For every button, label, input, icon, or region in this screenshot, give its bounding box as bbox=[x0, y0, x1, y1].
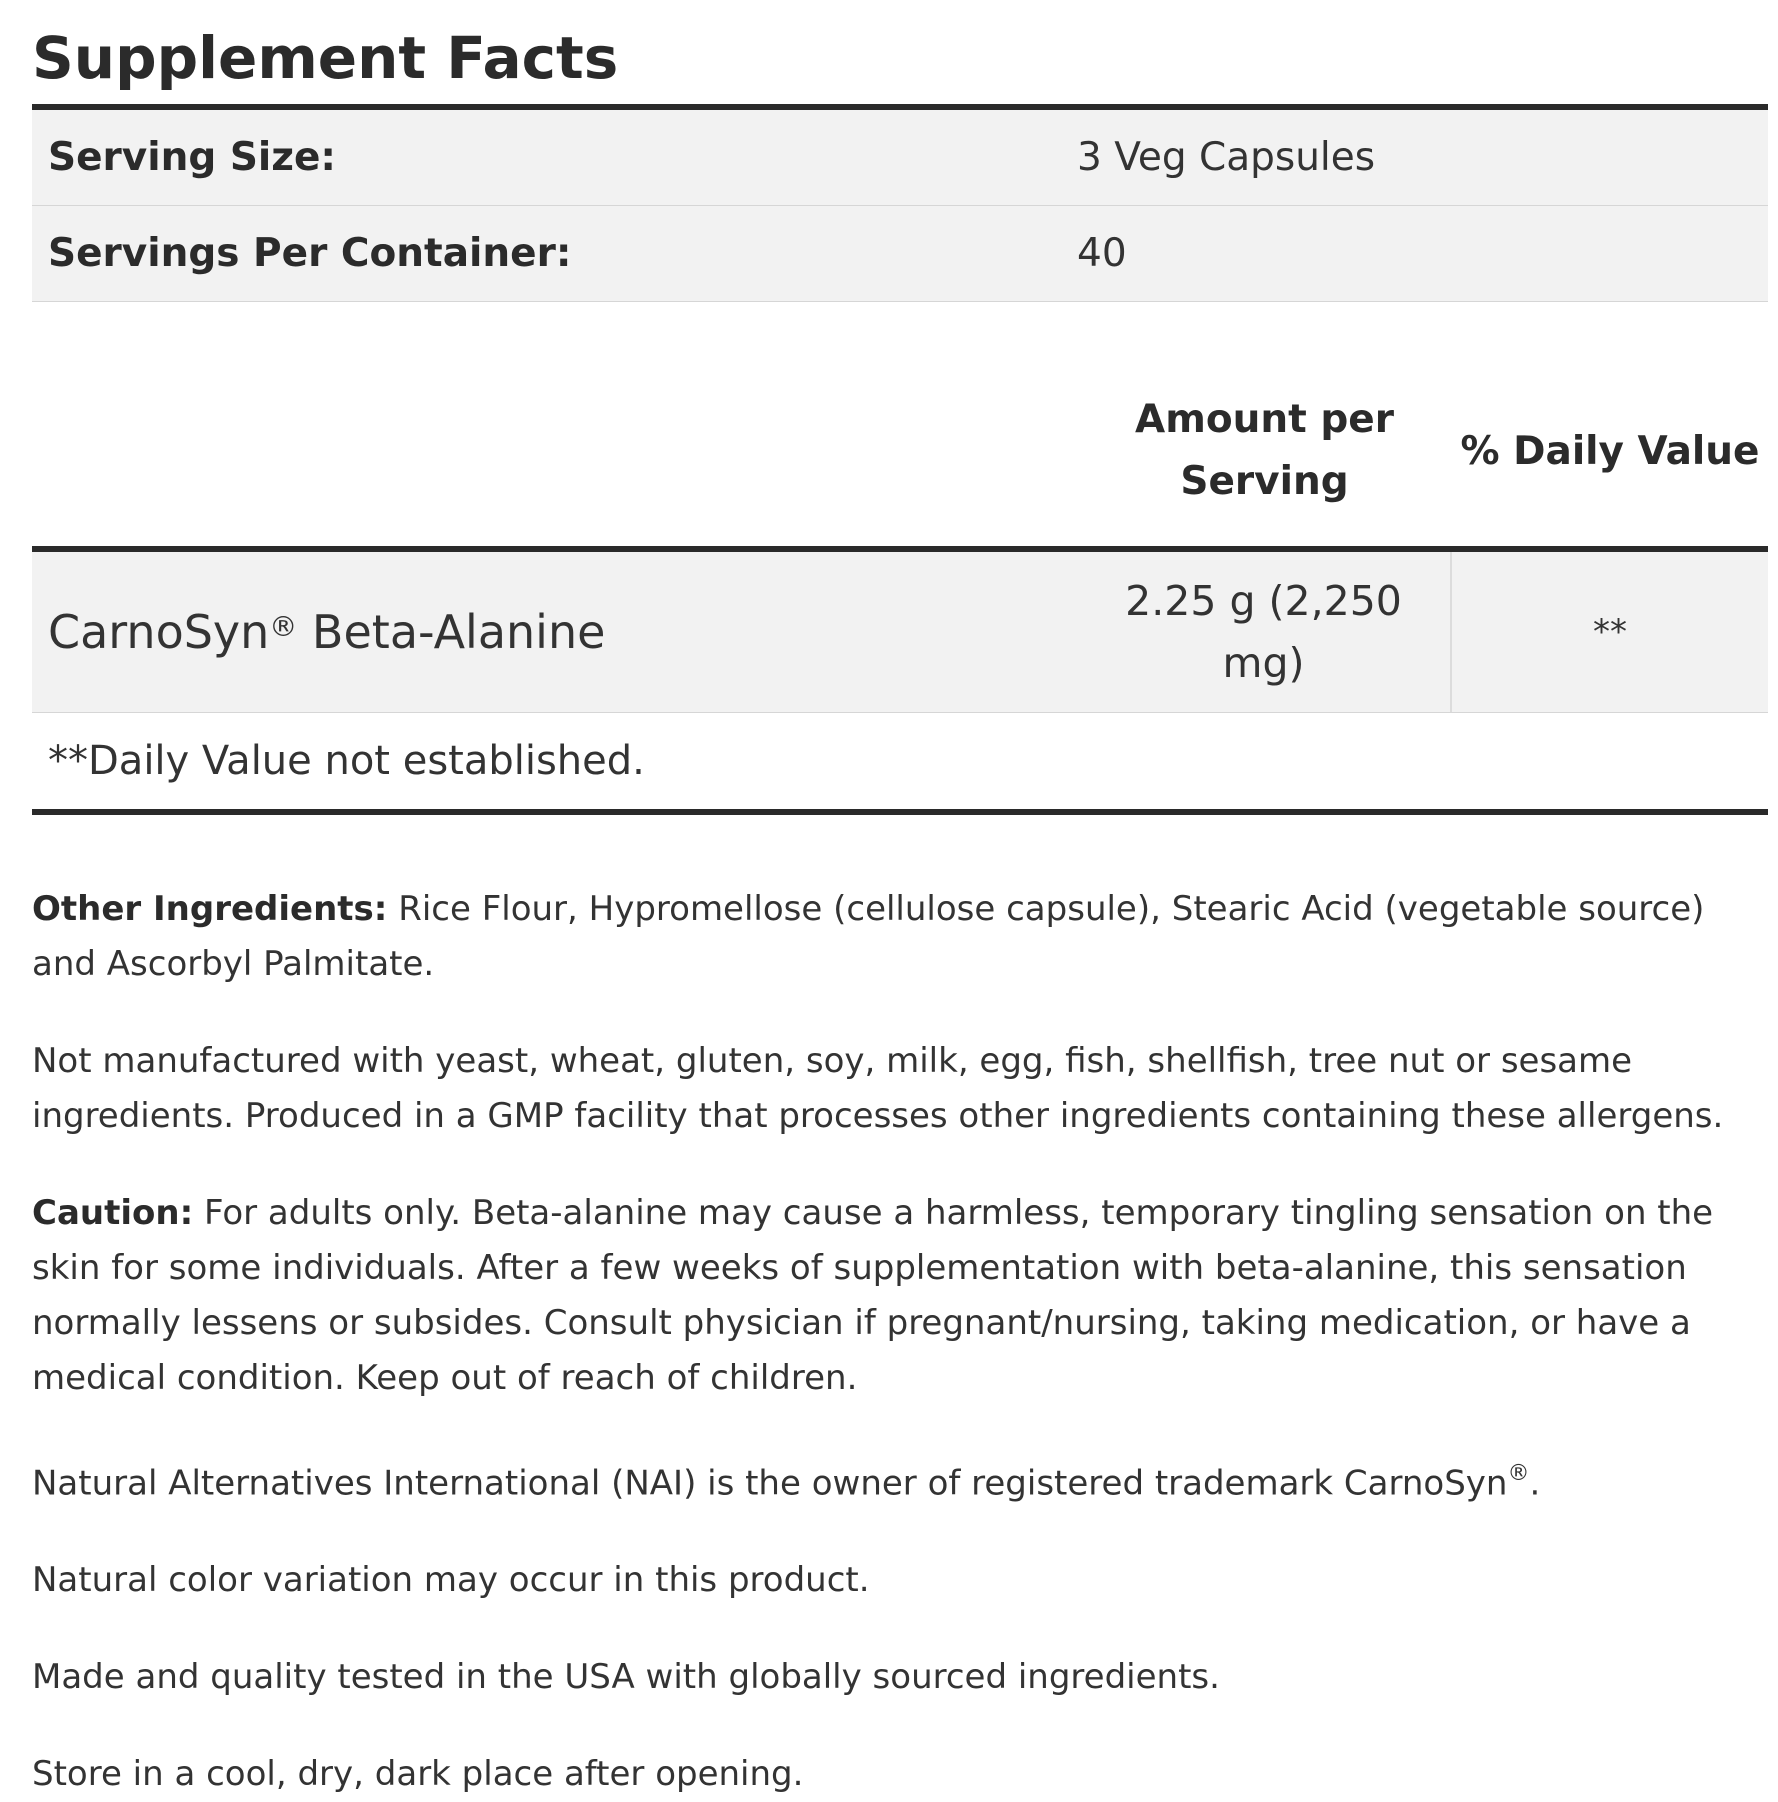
trademark-notice-symbol: ® bbox=[1507, 1461, 1530, 1486]
header-daily-value: % Daily Value bbox=[1460, 428, 1760, 474]
supplement-facts-panel bbox=[32, 0, 1768, 1802]
servings-per-container-label: Servings Per Container: bbox=[48, 231, 572, 276]
ingredient-amount-line1: 2.25 g (2,250 bbox=[1125, 577, 1402, 625]
servings-per-container-value: 40 bbox=[1077, 231, 1127, 276]
header-amount-line1: Amount per bbox=[1135, 397, 1394, 442]
bottom-divider bbox=[32, 809, 1768, 815]
ingredient-amount-line2: mg) bbox=[1222, 639, 1305, 687]
ingredient-amount bbox=[1077, 552, 1452, 712]
ingredient-daily-value: ** bbox=[1593, 612, 1627, 652]
serving-size-value: 3 Veg Capsules bbox=[1077, 135, 1376, 180]
trademark-notice bbox=[32, 1448, 1768, 1511]
caution-text: For adults only. Beta-alanine may cause a harmless, temporary tingling sensation on the skin for some individuals. After a few weeks of supplementation with beta-alanine, this sensation normally lessens or subsides. Consult physician if pregnant/nursing, taking medication, or have a medical condition. Keep out of reach of children. bbox=[32, 1193, 1714, 1398]
trademark-notice-text: Natural Alternatives International (NAI) is the owner of registered trademark CarnoSyn bbox=[32, 1463, 1508, 1504]
storage-note: Store in a cool, dry, dark place after opening. bbox=[32, 1754, 804, 1795]
color-variation-note: Natural color variation may occur in this product. bbox=[32, 1560, 870, 1601]
page-title: Supplement Facts bbox=[32, 24, 619, 92]
ingredient-name-suffix: Beta-Alanine bbox=[297, 605, 606, 659]
daily-value-footnote: **Daily Value not established. bbox=[48, 738, 645, 784]
ingredient-name-text: CarnoSyn bbox=[48, 605, 270, 659]
ingredient-name bbox=[32, 552, 1077, 712]
header-amount-per-serving bbox=[1077, 389, 1452, 513]
servings-per-container-row bbox=[32, 206, 1768, 302]
registered-trademark-symbol: ® bbox=[269, 609, 298, 643]
table-row bbox=[32, 552, 1768, 713]
other-ingredients-label: Other Ingredients: bbox=[32, 889, 388, 929]
made-in-usa-note: Made and quality tested in the USA with globally sourced ingredients. bbox=[32, 1657, 1220, 1698]
allergen-statement: Not manufactured with yeast, wheat, gluten, soy, milk, egg, fish, shellfish, tree nut or sesame ingredients. Produced in a GMP facility that processes other ingredients containing these allergens. bbox=[32, 1041, 1724, 1136]
trademark-notice-end: . bbox=[1529, 1463, 1541, 1504]
caution-statement bbox=[32, 1186, 1768, 1406]
header-amount-line2: Serving bbox=[1180, 459, 1349, 504]
caution-label: Caution: bbox=[32, 1193, 194, 1233]
other-ingredients-text: Rice Flour, Hypromellose (cellulose capsule), Stearic Acid (vegetable source) and Ascorbyl Palmitate. bbox=[32, 889, 1705, 984]
serving-size-label: Serving Size: bbox=[48, 135, 337, 180]
other-ingredients bbox=[32, 882, 1768, 992]
serving-size-row bbox=[32, 110, 1768, 206]
table-header bbox=[32, 356, 1768, 546]
